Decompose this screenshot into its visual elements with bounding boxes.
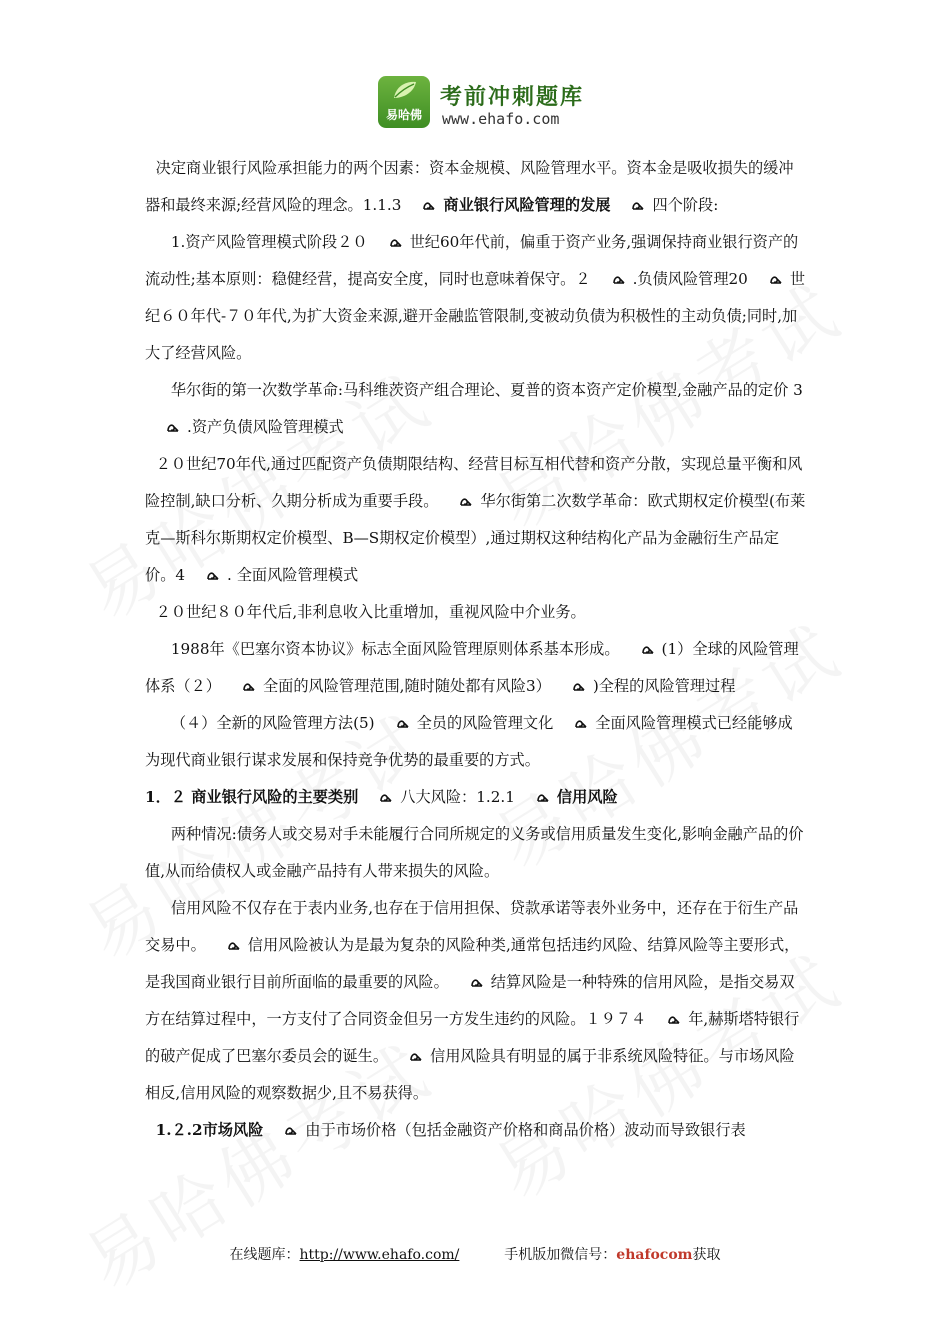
- paragraph: [145, 1112, 807, 1149]
- bullet-mark-icon: [243, 680, 255, 692]
- section-heading: 1.２.2市场风险: [155, 1121, 264, 1139]
- section-heading: 1．２ 商业银行风险的主要类别: [145, 788, 359, 806]
- text: ２０世纪８０年代后,非利息收入比重增加，重视风险中介业务。: [155, 603, 586, 621]
- paragraph: [145, 150, 807, 224]
- bullet-mark-icon: [573, 680, 585, 692]
- footer-label: 获取: [692, 1247, 721, 1263]
- text: 四个阶段:: [652, 196, 719, 214]
- bullet-mark-icon: [632, 199, 644, 211]
- paragraph: [145, 779, 807, 816]
- page-footer: [0, 1244, 950, 1264]
- wechat-id: ehafocom: [616, 1247, 693, 1263]
- text: 由于市场价格（包括金融资产价格和商品价格）波动而导致银行表: [305, 1121, 746, 1139]
- text: 全面风险管理模式已经能够成为现代商业银行谋求发展和保持竞争优势的最重要的方式。: [145, 714, 793, 769]
- bullet-mark-icon: [668, 1013, 680, 1025]
- text: 两种情况:债务人或交易对手未能履行合同所规定的义务或信用质量发生变化,影响金融产品的价值,从而给债权人或金融产品持有人带来损失的风险。: [145, 825, 804, 880]
- bullet-mark-icon: [537, 791, 549, 803]
- bullet-mark-icon: [397, 717, 409, 729]
- paragraph: [145, 446, 807, 594]
- bullet-mark-icon: [228, 939, 240, 951]
- text: 结算风险是一种特殊的信用风险，是指交易双方在结算过程中，一方支付了合同资金但另一方发生违约的风险。１９７４: [145, 973, 795, 1028]
- brand-logo: [378, 76, 430, 128]
- bullet-mark-icon: [410, 1050, 422, 1062]
- text: 华尔街的第一次数学革命:马科维茨资产组合理论、夏普的资本资产定价模型,金融产品的定价 3: [170, 381, 803, 399]
- bullet-mark-icon: [575, 717, 587, 729]
- text: 信用风险不仅存在于表内业务,也存在于信用担保、贷款承诺等表外业务中，还存在于衍生产品交易中。: [145, 899, 799, 954]
- text: .负债风险管理20: [632, 270, 748, 288]
- paragraph: [145, 631, 807, 705]
- text: 世纪６０年代-７０年代,为扩大资金来源,避开金融监管限制,变被动负债为积极性的主动负债;同时,加大了经营风险。: [145, 270, 806, 362]
- text: 信用风险被认为是最为复杂的风险种类,通常包括违约风险、结算风险等主要形式，是我国商业银行目前所面临的最重要的风险。: [145, 936, 800, 991]
- text: 1988年《巴塞尔资本协议》标志全面风险管理原则体系基本形成。: [170, 640, 620, 658]
- footer-label: 手机版加微信号：: [504, 1247, 617, 1263]
- text: 世纪60年代前，偏重于资产业务,强调保持商业银行资产的流动性;基本原则：稳健经营，提高安全度，同时也意味着保守。２: [145, 233, 799, 288]
- paragraph: [145, 816, 807, 890]
- bullet-mark-icon: [642, 643, 654, 655]
- text: 全面的风险管理范围,随时随处都有风险3）: [262, 677, 551, 695]
- bullet-mark-icon: [390, 236, 402, 248]
- section-heading: 商业银行风险管理的发展: [443, 196, 611, 214]
- text: 华尔街第二次数学革命：欧式期权定价模型(布莱克—斯科尔斯期权定价模型、B—S期权定价模型）,通过期权这种结构化产品为金融衍生产品定价。4: [145, 492, 806, 584]
- text: ２０世纪70年代,通过匹配资产负债期限结构、经营目标互相代替和资产分散，实现总量平衡和风险控制,缺口分析、久期分析成为重要手段。: [145, 455, 803, 510]
- bullet-mark-icon: [207, 569, 219, 581]
- brand-title: 考前冲刺题库: [440, 85, 585, 110]
- text: (1）全球的风险管理体系（２）: [145, 640, 799, 695]
- text: （４）全新的风险管理方法(5): [170, 714, 375, 732]
- bullet-mark-icon: [770, 273, 782, 285]
- paragraph: [145, 594, 807, 631]
- footer-link[interactable]: http://www.ehafo.com/: [299, 1247, 460, 1263]
- paragraph: [145, 705, 807, 779]
- bullet-mark-icon: [380, 791, 392, 803]
- footer-label: 在线题库：: [229, 1247, 300, 1263]
- bullet-mark-icon: [423, 199, 435, 211]
- document-body: [145, 150, 807, 1149]
- text: 全员的风险管理文化: [416, 714, 554, 732]
- paragraph: [145, 372, 807, 446]
- paragraph: [145, 890, 807, 1112]
- text: 1.资产风险管理模式阶段２０: [170, 233, 368, 251]
- text: .资产负债风险管理模式: [187, 418, 344, 436]
- text: . 全面风险管理模式: [227, 566, 359, 584]
- bullet-mark-icon: [460, 495, 472, 507]
- section-heading: 信用风险: [556, 788, 618, 806]
- paragraph: [145, 224, 807, 372]
- brand-url: www.ehafo.com: [442, 110, 560, 128]
- bullet-mark-icon: [167, 421, 179, 433]
- text: 信用风险具有明显的属于非系统风险特征。与市场风险相反,信用风险的观察数据少,且不易获得。: [145, 1047, 795, 1102]
- text: 年,赫斯塔特银行的破产促成了巴塞尔委员会的诞生。: [145, 1010, 800, 1065]
- page-header: [378, 76, 598, 134]
- bullet-mark-icon: [613, 273, 625, 285]
- logo-text: 易哈佛: [385, 108, 422, 122]
- bullet-mark-icon: [285, 1124, 297, 1136]
- leaf-icon: [392, 80, 418, 100]
- text: 八大风险：1.2.1: [400, 788, 515, 806]
- text: )全程的风险管理过程: [592, 677, 736, 695]
- bullet-mark-icon: [471, 976, 483, 988]
- text: 决定商业银行风险承担能力的两个因素：资本金规模、风险管理水平。资本金是吸收损失的缓冲器和最终来源;经营风险的理念。1.1.3: [145, 159, 794, 214]
